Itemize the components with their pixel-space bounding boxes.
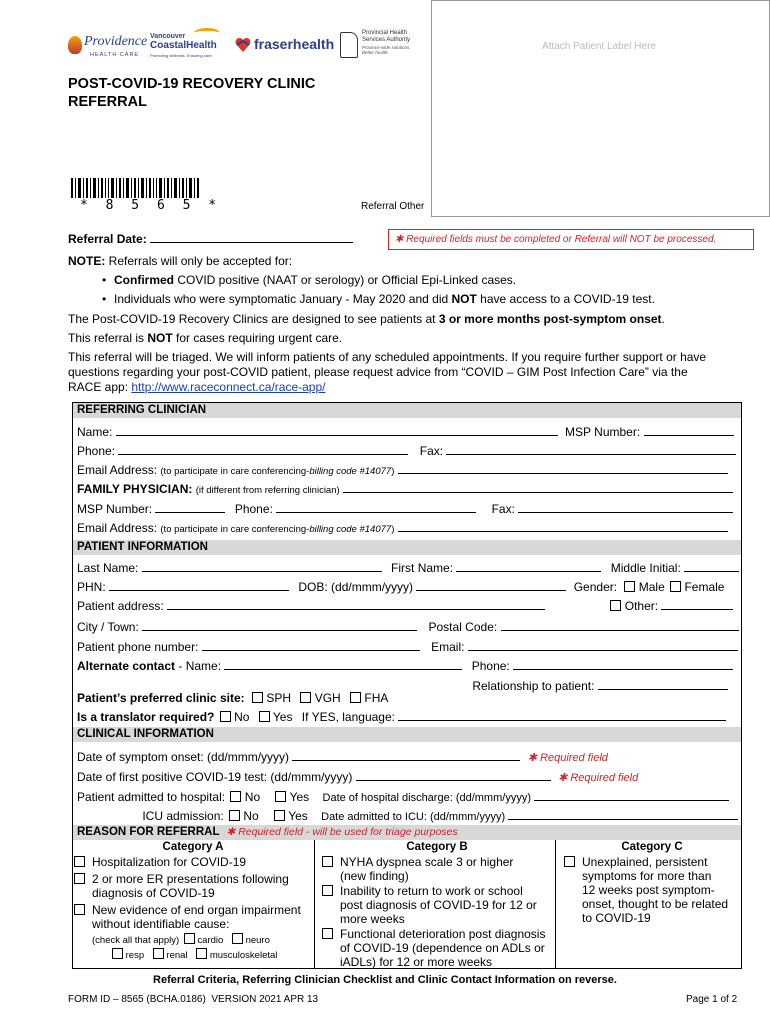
ref-msp-field[interactable] — [644, 425, 734, 436]
first-positive-field[interactable] — [356, 770, 551, 781]
patient-label-placeholder: Attach Patient Label Here — [542, 41, 656, 52]
icu-yes-checkbox[interactable] — [274, 810, 285, 821]
referral-other-label: Referral Other — [361, 201, 425, 212]
cat-b-nyha: NYHA dyspnea scale 3 or higher (new finding) — [322, 855, 552, 883]
cat-a-organ-impairment: New evidence of end organ impairment without identifiable cause: — [74, 903, 312, 931]
cat-a-er-presentations: 2 or more ER presentations following diagnosis of COVID-19 — [74, 872, 312, 900]
site-vgh-checkbox[interactable] — [300, 692, 311, 703]
family-email-field[interactable] — [398, 521, 728, 532]
patient-phn-row: PHN: DOB: (dd/mmm/yyyy) Gender: Male Female — [77, 580, 725, 594]
cat-b-return-work-checkbox[interactable] — [322, 885, 333, 896]
first-positive-required-marker: ✱ Required field — [558, 772, 639, 784]
category-b-column: Category B NYHA dyspnea scale 3 or higher (new finding) Inability to return to work or school post diagnosis of COVID-19 for 12 or more weeks Functional deterioration post diagnosis of COVID-19 (dependence on ADLs or iADLs) for 12 or more weeks — [322, 841, 552, 969]
cat-b-functional-checkbox[interactable] — [322, 928, 333, 939]
clinic-site-row: Patient’s preferred clinic site: SPH VGH FHA — [77, 691, 389, 705]
note-bullet-1: • Confirmed COVID positive (NAAT or serology) or Official Epi-Linked cases. — [102, 273, 517, 287]
translator-no-checkbox[interactable] — [220, 711, 231, 722]
note-bullet-2: • Individuals who were symptomatic January - May 2020 and did NOT have access to a COVID-19 test. — [102, 292, 655, 306]
family-phone-field[interactable] — [276, 502, 476, 513]
discharge-date-field[interactable] — [534, 790, 729, 801]
relationship-field[interactable] — [598, 679, 728, 690]
cat-a-organ-checkbox[interactable] — [74, 904, 85, 915]
barcode-bars — [71, 178, 201, 198]
bc-map-icon — [340, 32, 358, 58]
ref-name-field[interactable] — [116, 425, 558, 436]
alternate-name-field[interactable] — [224, 659, 462, 670]
note-block — [68, 252, 748, 395]
note-para-2: This referral is NOT for cases requiring urgent care. — [68, 331, 343, 345]
gender-female-checkbox[interactable] — [670, 581, 681, 592]
gender-other-field[interactable] — [661, 599, 733, 610]
organ-cardio-checkbox[interactable] — [184, 933, 195, 944]
patient-address-row: Patient address: Other: — [77, 599, 737, 613]
middle-initial-field[interactable] — [684, 561, 739, 572]
last-name-field[interactable] — [142, 561, 382, 572]
organ-neuro-checkbox[interactable] — [232, 933, 243, 944]
barcode-text: * 8 5 6 5 * — [80, 198, 222, 213]
referral-date-field[interactable] — [150, 232, 353, 243]
family-msp-field[interactable] — [155, 502, 225, 513]
family-physician-row: FAMILY PHYSICIAN: (if different from referring clinician) — [77, 482, 737, 496]
ref-phone-row: Phone: Fax: — [77, 444, 737, 458]
cat-c-unexplained-checkbox[interactable] — [564, 856, 575, 867]
patient-email-field[interactable] — [468, 640, 738, 651]
section-reason-for-referral: REASON FOR REFERRAL ✱ Required field - will be used for triage purposes — [73, 825, 741, 840]
relationship-row: Relationship to patient: — [77, 679, 737, 693]
note-para-3: This referral will be triaged. We will inform patients of any scheduled appointments. If you require further support or have questions regarding your post-COVID patient, please request advice from “COVID – GIM Post Infection Care” via the RACE app: http://www.raceconnect.ca/race-app/ — [68, 350, 707, 394]
gender-other-checkbox[interactable] — [610, 600, 621, 611]
required-notice: ✱ Required fields must be completed or Referral will NOT be processed. — [388, 229, 754, 250]
language-field[interactable] — [398, 710, 726, 721]
icu-row: ICU admission: No Yes Date admitted to ICU: (dd/mmm/yyyy) — [77, 809, 737, 823]
patient-phone-row: Patient phone number: Email: — [77, 640, 737, 654]
organ-systems-row-1: (check all that apply) cardio neuro — [92, 935, 270, 946]
city-field[interactable] — [142, 620, 417, 631]
icu-date-field[interactable] — [508, 809, 738, 820]
phsa-logo: Provincial Health Services Authority Province-wide solutions. Better health. — [340, 28, 420, 62]
patient-name-row: Last Name: First Name: Middle Initial: — [77, 561, 737, 575]
providence-flame-icon — [68, 36, 82, 54]
phn-field[interactable] — [109, 580, 289, 591]
patient-label-box[interactable] — [431, 0, 770, 217]
alternate-phone-field[interactable] — [513, 659, 733, 670]
admitted-yes-checkbox[interactable] — [275, 791, 286, 802]
vch-logo: Vancouver CoastalHealth Promoting wellness. Ensuring care. — [150, 28, 230, 60]
page-title: POST-COVID-19 RECOVERY CLINIC REFERRAL — [68, 76, 316, 110]
symptom-onset-field[interactable] — [292, 750, 520, 761]
cat-b-nyha-checkbox[interactable] — [322, 856, 333, 867]
fraserhealth-logo: fraserhealth — [234, 34, 334, 58]
family-physician-field[interactable] — [343, 482, 733, 493]
family-email-row: Email Address: (to participate in care conferencing-billing code #14077) — [77, 521, 737, 535]
category-divider-2 — [555, 840, 556, 968]
cat-a-hospitalization: Hospitalization for COVID-19 — [74, 855, 312, 869]
site-sph-checkbox[interactable] — [252, 692, 263, 703]
providence-logo: Providence HEALTH CARE — [68, 32, 140, 62]
cat-b-functional: Functional deterioration post diagnosis of COVID-19 (dependence on ADLs or iADLs) for 12 or more weeks — [322, 927, 552, 969]
onset-required-marker: ✱ Required field — [527, 752, 608, 764]
cat-b-return-work: Inability to return to work or school post diagnosis of COVID-19 for 12 or more weeks — [322, 884, 552, 926]
ref-email-row: Email Address: (to participate in care conferencing-billing code #14077) — [77, 463, 737, 477]
form-id: FORM ID – 8565 (BCHA.0186) VERSION 2021 APR 13 — [68, 994, 319, 1005]
admitted-no-checkbox[interactable] — [230, 791, 241, 802]
section-referring-clinician: REFERRING CLINICIAN — [73, 403, 741, 418]
cat-a-hospitalization-checkbox[interactable] — [74, 856, 85, 867]
organ-renal-checkbox[interactable] — [153, 948, 164, 959]
organ-musculo-checkbox[interactable] — [196, 948, 207, 959]
postal-code-field[interactable] — [501, 620, 739, 631]
fraser-heart-icon — [234, 36, 252, 54]
page-number: Page 1 of 2 — [686, 994, 738, 1005]
first-name-field[interactable] — [456, 561, 601, 572]
patient-phone-field[interactable] — [202, 640, 420, 651]
category-c-column: Category C Unexplained, persistent symptoms for more than 12 weeks post symptom- onset, thought to be related to COVID-19 — [564, 841, 740, 925]
note-para-1: The Post-COVID-19 Recovery Clinics are designed to see patients at 3 or more months post-symptom onset. — [68, 312, 665, 326]
vch-swoosh-icon — [194, 28, 220, 38]
category-a-column: Category A Hospitalization for COVID-19 2 or more ER presentations following diagnosis of COVID-19 New evidence of end organ impairment without identifiable cause: (check all that apply) cardio neuro resp renal musculoskeletal — [74, 841, 312, 961]
dob-field[interactable] — [416, 580, 566, 591]
organ-resp-checkbox[interactable] — [112, 948, 123, 959]
reverse-notice: Referral Criteria, Referring Clinician Checklist and Clinic Contact Information on reverse. — [153, 974, 617, 986]
cat-c-unexplained: Unexplained, persistent symptoms for more than 12 weeks post symptom- onset, thought to be related to COVID-19 — [564, 855, 740, 925]
barcode — [71, 178, 201, 198]
alternate-contact-row: Alternate contact - Name: Phone: — [77, 659, 737, 673]
organ-systems-row-2: resp renal musculoskeletal — [74, 948, 312, 961]
ref-fax-field[interactable] — [446, 444, 736, 455]
category-divider-1 — [314, 840, 315, 968]
race-app-link[interactable]: http://www.raceconnect.ca/race-app/ — [131, 380, 326, 394]
first-positive-row: Date of first positive COVID-19 test: (dd/mmm/yyyy) ✱ Required field — [77, 770, 639, 784]
section-clinical-information: CLINICAL INFORMATION — [73, 727, 741, 742]
referral-date-row: Referral Date: — [68, 232, 353, 246]
ref-email-field[interactable] — [398, 463, 728, 474]
symptom-onset-row: Date of symptom onset: (dd/mmm/yyyy) ✱ Required field — [77, 750, 608, 764]
patient-city-row: City / Town: Postal Code: — [77, 620, 737, 634]
site-fha-checkbox[interactable] — [350, 692, 361, 703]
ref-name-row: Name: MSP Number: — [77, 425, 737, 439]
note-intro: NOTE: Referrals will only be accepted for: — [68, 254, 293, 268]
address-field[interactable] — [167, 599, 545, 610]
family-fax-field[interactable] — [518, 502, 733, 513]
section-patient-information: PATIENT INFORMATION — [73, 540, 741, 555]
ref-phone-field[interactable] — [118, 444, 408, 455]
translator-row: Is a translator required? No Yes If YES, language: — [77, 710, 737, 724]
hospital-admitted-row: Patient admitted to hospital: No Yes Date of hospital discharge: (dd/mmm/yyyy) — [77, 790, 737, 804]
family-msp-row: MSP Number: Phone: Fax: — [77, 502, 737, 516]
gender-male-checkbox[interactable] — [624, 581, 635, 592]
icu-no-checkbox[interactable] — [229, 810, 240, 821]
translator-yes-checkbox[interactable] — [259, 711, 270, 722]
cat-a-er-checkbox[interactable] — [74, 873, 85, 884]
